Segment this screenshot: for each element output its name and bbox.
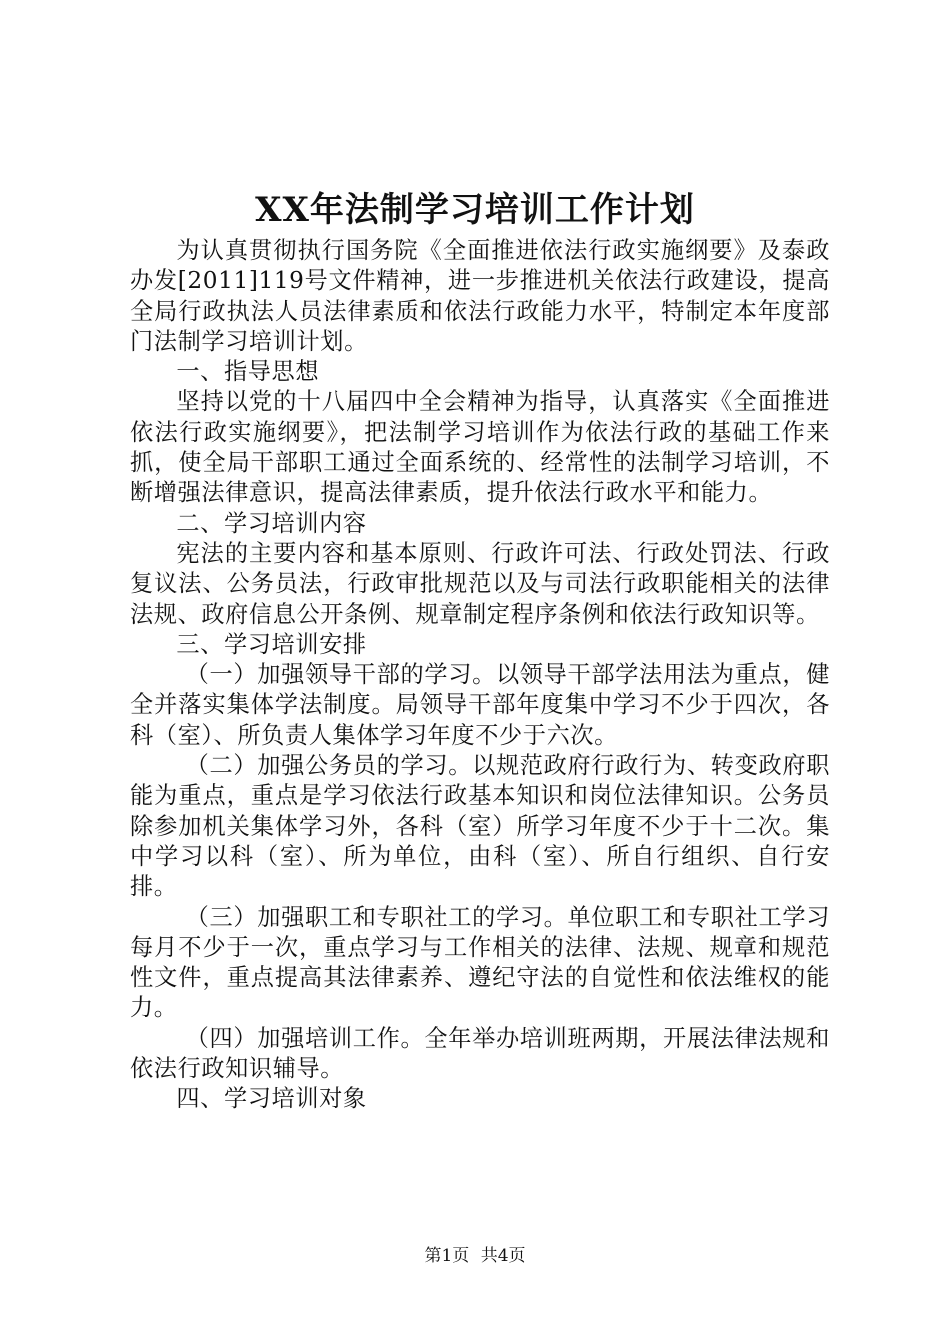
section-heading-guiding-ideology: 一、指导思想 <box>176 358 320 386</box>
arrangement-item-3: （三）加强职工和专职社工的学习。单位职工和专职社工学习每月不少于一次，重点学习与工作相关的法律、法规、规章和规范性文件，重点提高其法律素养、遵纪守法的自觉性和依法维权的能力。 <box>130 903 830 1022</box>
arrangement-item-2: （二）加强公务员的学习。以规范政府行政行为、转变政府职能为重点，重点是学习依法行政基本知识和岗位法律知识。公务员除参加机关集体学习外，各科（室）所学习年度不少于十二次。集中学习以科（室）、所为单位，由科（室）、所自行组织、自行安排。 <box>130 752 830 901</box>
document-title: XX年法制学习培训工作计划 <box>255 190 695 230</box>
intro-paragraph: 为认真贯彻执行国务院《全面推进依法行政实施纲要》及泰政办发[2011]119号文件精神，进一步推进机关依法行政建设，提高全局行政执法人员法律素质和依法行政能力水平，特制定本年度部门法制学习培训计划。 <box>130 237 830 355</box>
guiding-ideology-paragraph: 坚持以党的十八届四中全会精神为指导，认真落实《全面推进依法行政实施纲要》，把法制学习培训作为依法行政的基础工作来抓，使全局干部职工通过全面系统的、经常性的法制学习培训，不断增强法律意识，提高法律素质，提升依法行政水平和能力。 <box>130 388 830 507</box>
section-heading-training-arrangement: 三、学习培训安排 <box>176 630 367 658</box>
section-heading-training-content: 二、学习培训内容 <box>176 509 367 537</box>
arrangement-item-4: （四）加强培训工作。全年举办培训班两期，开展法律法规和依法行政知识辅导。 <box>130 1024 830 1083</box>
arrangement-item-1: （一）加强领导干部的学习。以领导干部学法用法为重点，健全并落实集体学法制度。局领导干部年度集中学习不少于四次，各科（室）、所负责人集体学习年度不少于六次。 <box>130 661 830 749</box>
document-body <box>130 236 830 1115</box>
section-heading-training-targets: 四、学习培训对象 <box>176 1085 367 1113</box>
training-content-paragraph: 宪法的主要内容和基本原则、行政许可法、行政处罚法、行政复议法、公务员法，行政审批规范以及与司法行政职能相关的法律法规、政府信息公开条例、规章制定程序条例和依法行政知识等。 <box>130 539 830 628</box>
page-number-footer: 第1页 共4页 <box>424 1246 526 1266</box>
